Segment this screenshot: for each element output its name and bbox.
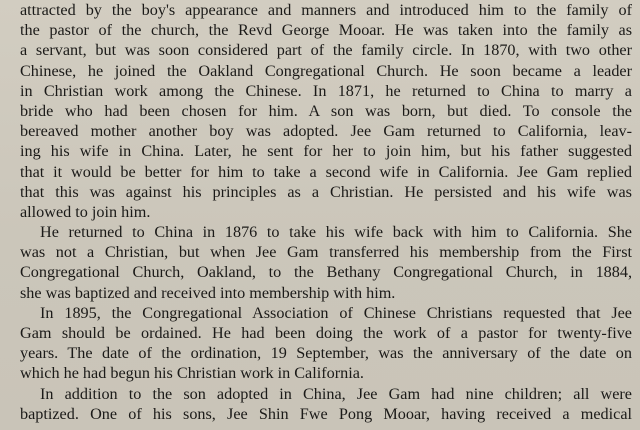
text-line: baptized. One of his sons, Jee Shin Fwe Pong Mooar, having received a medical xyxy=(20,404,632,423)
text-line: bride who had been chosen for him. A son was born, but died. To console the xyxy=(20,101,632,120)
body-text xyxy=(20,0,632,424)
text-line: in Christian work among the Chinese. In 1871, he returned to China to marry a xyxy=(20,81,632,100)
text-line: was not a Christian, but when Jee Gam transferred his membership from the First xyxy=(20,243,632,262)
text-line: that it would be better for him to take a second wife in California. Jee Gam replied xyxy=(20,162,632,181)
text-line: the pastor of the church, the Revd George Mooar. He was taken into the family as xyxy=(20,21,632,40)
text-line: a servant, but was soon considered part of the family circle. In 1870, with two other xyxy=(20,41,632,60)
text-line: Congregational Church, Oakland, to the Bethany Congregational Church, in 1884, xyxy=(20,263,632,282)
paragraph-end-line: which he had begun his Christian work in California. xyxy=(20,364,364,383)
text-line: years. The date of the ordination, 19 September, was the anniversary of the date on xyxy=(20,344,632,363)
paragraph-start-line: In 1895, the Congregational Association of Chinese Christians requested that Jee xyxy=(40,303,632,322)
text-line: that this was against his principles as a Christian. He persisted and his wife was xyxy=(20,182,632,201)
paragraph-start-line: He returned to China in 1876 to take his wife back with him to California. She xyxy=(40,223,632,242)
text-line: Chinese, he joined the Oakland Congregational Church. He soon became a leader xyxy=(20,61,632,80)
text-line: attracted by the boy's appearance and manners and introduced him to the family of xyxy=(20,1,632,19)
text-line: bereaved mother another boy was adopted. Jee Gam returned to California, leav- xyxy=(20,122,632,141)
text-line: ing his wife in China. Later, he sent for her to join him, but his father suggested xyxy=(20,142,632,161)
paragraph-start-line: In addition to the son adopted in China, Jee Gam had nine children; all were xyxy=(40,384,632,403)
paragraph-end-line: she was baptized and received into membership with him. xyxy=(20,283,396,302)
paragraph-end-line: allowed to join him. xyxy=(20,202,151,221)
text-line: Gam should be ordained. He had been doing the work of a pastor for twenty-five xyxy=(20,324,632,342)
